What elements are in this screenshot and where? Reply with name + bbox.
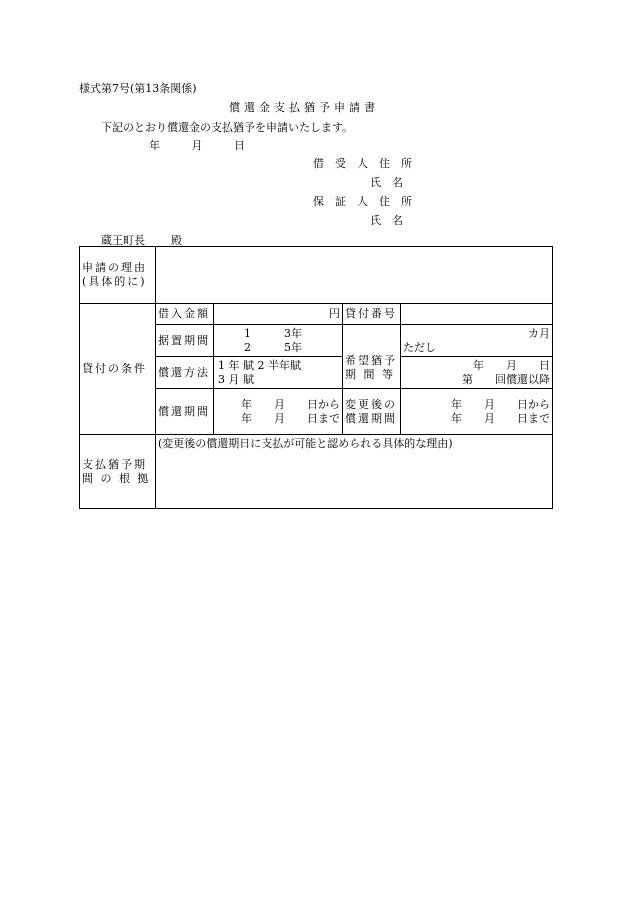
requested-period-label: 希望猶予 期 間 等	[343, 325, 401, 389]
addressee	[101, 235, 182, 246]
requested-from-installment: 第 回償還以降	[462, 372, 550, 386]
requested-period-field[interactable]	[401, 325, 553, 357]
borrower-address-label: 借受人住所	[313, 157, 423, 170]
deferment-option-2: 2 5年	[244, 340, 302, 354]
application-table	[79, 246, 553, 509]
basis-row	[80, 435, 553, 509]
deferment-period-label: 据置期間	[156, 325, 214, 357]
reason-field[interactable]	[156, 247, 553, 304]
basis-field[interactable]	[156, 435, 553, 509]
basis-note: (変更後の償還期日に支払が可能と認められる具体的な理由)	[158, 437, 453, 450]
yen-unit: 円	[329, 307, 340, 320]
loan-amount-row	[80, 304, 553, 325]
reason-row	[80, 247, 553, 304]
loan-number-label: 貸付番号	[343, 304, 401, 325]
form-number: 様式第7号(第13条関係)	[79, 82, 197, 95]
addressee-mayor: 蔵王町長	[101, 234, 145, 247]
repay-period-from: 年 月 日から	[241, 397, 340, 411]
date-line	[149, 140, 273, 151]
date-month: 月	[191, 139, 203, 152]
requested-date-field[interactable]	[401, 357, 553, 389]
conditions-label: 貸付の条件	[80, 304, 156, 435]
requested-date: 年 月 日	[473, 358, 550, 372]
guarantor-address-label: 保証人住所	[313, 195, 423, 208]
repay-option-1: 1 年 賦 2 半年賦	[218, 358, 301, 372]
repay-period-to: 年 月 日まで	[241, 411, 340, 425]
repay-period-label: 償還期間	[156, 389, 214, 435]
deferment-options[interactable]	[214, 325, 343, 357]
proviso-text: ただし	[403, 341, 436, 354]
basis-label: 支払猶予期 間 の 根 拠	[80, 435, 156, 509]
months-unit: カ月	[528, 327, 550, 340]
repay-period-field[interactable]	[214, 389, 343, 435]
deferment-option-1: 1 3年	[244, 326, 302, 340]
document-title: 償還金支払猶予申請書	[229, 101, 379, 114]
changed-period-from: 年 月 日から	[451, 397, 550, 411]
reason-label: 申請の理由 (具体的に)	[80, 247, 156, 304]
repay-option-2: 3 月 賦	[218, 372, 254, 386]
loan-amount-field[interactable]	[214, 304, 343, 325]
changed-period-to: 年 月 日まで	[451, 411, 550, 425]
addressee-honorific: 殿	[171, 234, 182, 247]
loan-number-field[interactable]	[401, 304, 553, 325]
repay-method-options[interactable]	[214, 357, 343, 389]
date-day: 日	[234, 139, 245, 152]
repay-method-label: 償還方法	[156, 357, 214, 389]
changed-period-field[interactable]	[401, 389, 553, 435]
date-year: 年	[149, 139, 160, 152]
loan-amount-label: 借入金額	[156, 304, 214, 325]
changed-period-label: 変更後の 償還期間	[343, 389, 401, 435]
borrower-name-label: 氏名	[370, 176, 414, 189]
guarantor-name-label: 氏名	[370, 214, 414, 227]
intro-text: 下記のとおり償還金の支払猶予を申請いたします。	[101, 121, 354, 134]
